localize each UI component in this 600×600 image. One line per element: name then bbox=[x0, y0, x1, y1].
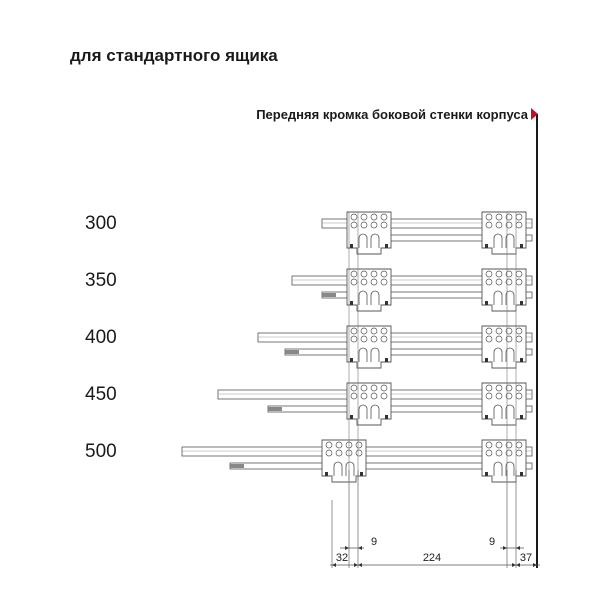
runner-row bbox=[258, 326, 532, 368]
rail-end-stop bbox=[230, 464, 244, 468]
bracket-outline bbox=[482, 212, 526, 254]
screw-mark bbox=[520, 301, 523, 305]
screw-mark bbox=[385, 358, 388, 362]
screw-mark bbox=[350, 244, 353, 248]
bracket-outline bbox=[347, 383, 391, 425]
size-label-400: 400 bbox=[85, 327, 117, 348]
screw-mark bbox=[350, 415, 353, 419]
screw-mark bbox=[485, 415, 488, 419]
screw-mark bbox=[485, 244, 488, 248]
rail-end-stop bbox=[285, 350, 299, 354]
size-label-500: 500 bbox=[85, 441, 117, 462]
dimension-group bbox=[330, 470, 540, 568]
rear-bracket bbox=[482, 383, 526, 425]
bracket-outline bbox=[482, 326, 526, 368]
front-bracket bbox=[347, 383, 391, 425]
diagram-title: для стандартного ящика bbox=[70, 46, 278, 65]
rear-bracket bbox=[482, 269, 526, 311]
cabinet-front-edge-label: Передняя кромка боковой стенки корпуса bbox=[256, 107, 528, 122]
front-bracket bbox=[347, 326, 391, 368]
screw-mark bbox=[520, 415, 523, 419]
bracket-outline bbox=[482, 383, 526, 425]
bracket-outline bbox=[347, 212, 391, 254]
screw-mark bbox=[360, 472, 363, 476]
screw-mark bbox=[485, 301, 488, 305]
bracket-outline bbox=[482, 440, 526, 482]
rear-bracket bbox=[482, 212, 526, 254]
screw-mark bbox=[520, 358, 523, 362]
runner-row bbox=[218, 383, 532, 425]
front-bracket bbox=[347, 212, 391, 254]
rail-end-stop bbox=[268, 407, 282, 411]
dim-label-9-right: 9 bbox=[488, 536, 496, 548]
screw-mark bbox=[350, 358, 353, 362]
bracket-outline bbox=[322, 440, 366, 482]
dim-label-32: 32 bbox=[335, 552, 349, 564]
screw-mark bbox=[485, 472, 488, 476]
runner-row bbox=[182, 440, 532, 482]
screw-mark bbox=[385, 301, 388, 305]
bracket-outline bbox=[482, 269, 526, 311]
dim-label-9-left: 9 bbox=[370, 536, 378, 548]
dim-label-224: 224 bbox=[422, 552, 442, 564]
screw-mark bbox=[520, 244, 523, 248]
rear-bracket bbox=[482, 440, 526, 482]
screw-mark bbox=[485, 358, 488, 362]
size-label-300: 300 bbox=[85, 213, 117, 234]
screw-mark bbox=[385, 244, 388, 248]
rail-end-stop bbox=[322, 293, 336, 297]
size-label-350: 350 bbox=[85, 270, 117, 291]
size-label-450: 450 bbox=[85, 384, 117, 405]
runner-row bbox=[322, 212, 532, 254]
front-bracket bbox=[322, 440, 366, 482]
dim-label-37: 37 bbox=[519, 552, 533, 564]
bracket-outline bbox=[347, 326, 391, 368]
rear-bracket bbox=[482, 326, 526, 368]
bracket-outline bbox=[347, 269, 391, 311]
screw-mark bbox=[520, 472, 523, 476]
front-bracket bbox=[347, 269, 391, 311]
runner-row bbox=[292, 269, 532, 311]
screw-mark bbox=[325, 472, 328, 476]
screw-mark bbox=[350, 301, 353, 305]
screw-mark bbox=[385, 415, 388, 419]
